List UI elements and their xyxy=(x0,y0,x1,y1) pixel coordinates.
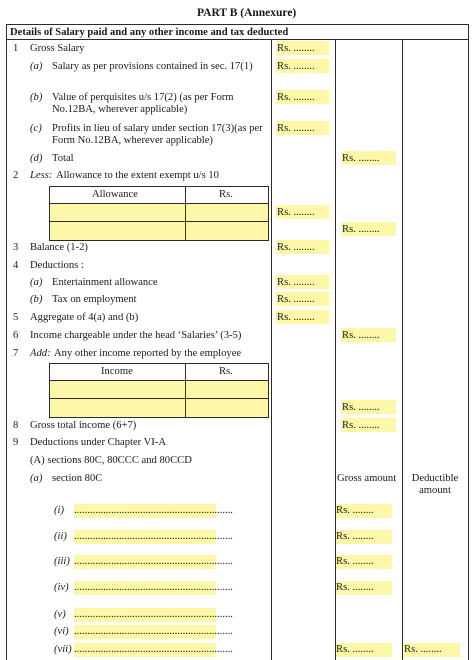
row-4-label: Deductions : xyxy=(30,260,84,271)
row-5-label: Aggregate of 4(a) and (b) xyxy=(30,312,139,323)
table-left-border xyxy=(6,24,7,660)
allowance-table-bottom xyxy=(49,240,269,241)
row-9A-label: (A) sections 80C, 80CCC and 80CCD xyxy=(30,455,192,466)
row-5-number: 5 xyxy=(13,312,19,323)
income-row-2-amount-field[interactable] xyxy=(186,399,268,417)
row-4-number: 4 xyxy=(13,260,19,271)
row-4a-rs: Rs. ........ xyxy=(277,277,315,288)
gross-amount-header: Gross amount xyxy=(337,473,397,484)
row-1a-mark: (a) xyxy=(30,61,43,72)
sub-item-gross-rs: Rs. ........ xyxy=(336,582,374,593)
row-3-rs: Rs. ........ xyxy=(277,242,315,253)
row-6-number: 6 xyxy=(13,330,19,341)
row-7-label: Any other income reported by the employee xyxy=(54,348,242,359)
header-bottom-border xyxy=(6,39,468,40)
section-subtitle: Details of Salary paid and any other income and tax deducted xyxy=(10,27,289,38)
sub-item-gross-rs: Rs. ........ xyxy=(336,531,374,542)
row-1a-rs: Rs. ........ xyxy=(277,61,315,72)
row-4b-rs: Rs. ........ xyxy=(277,294,315,305)
row-1d-rs: Rs. ........ xyxy=(342,153,380,164)
allowance-row-1-amount-field[interactable] xyxy=(186,204,268,221)
row-3-number: 3 xyxy=(13,242,19,253)
income-table-right xyxy=(268,363,269,418)
sub-item-gross-rs: Rs. ........ xyxy=(336,505,374,516)
income-col-header: Income xyxy=(101,366,133,377)
sub-item-dots: ............................................................ xyxy=(74,556,233,567)
row-1a-label: Salary as per provisions contained in sec. 17(1) xyxy=(52,61,253,72)
row-1c-label: Profits in lieu of salary under section 17(3)(as per Form No.12BA, wherever applicable) xyxy=(52,123,263,146)
sub-item-mark: (vii) xyxy=(54,644,72,655)
deductible-amount-header: Deductible amount xyxy=(411,473,459,496)
row-5-rs: Rs. ........ xyxy=(277,312,315,323)
col-divider-1 xyxy=(271,39,272,660)
sub-item-dots: ............................................................ xyxy=(74,644,233,655)
row-4b-mark: (b) xyxy=(30,294,43,305)
sub-item-dots: ............................................................ xyxy=(74,582,233,593)
sub-item-mark: (ii) xyxy=(54,531,67,542)
row-1d-label: Total xyxy=(52,153,74,164)
row-9a-label: section 80C xyxy=(52,473,103,484)
allowance-row-1-name-field[interactable] xyxy=(50,204,185,221)
sub-item-mark: (iv) xyxy=(54,582,69,593)
row-7-rs: Rs. ........ xyxy=(342,402,380,413)
row-1c-mark: (c) xyxy=(30,123,42,134)
row-1b-mark: (b) xyxy=(30,92,43,103)
row-2-rs: Rs. ........ xyxy=(277,207,315,218)
row-6-label: Income chargeable under the head ‘Salaries’ (3-5) xyxy=(30,330,242,341)
row-8-rs: Rs. ........ xyxy=(342,420,380,431)
table-right-border xyxy=(468,24,469,660)
allowance-table-top xyxy=(49,186,269,187)
allowance-row-2-name-field[interactable] xyxy=(50,222,185,240)
income-row-1-name-field[interactable] xyxy=(50,381,185,398)
table-top-border xyxy=(6,24,468,25)
sub-item-dots: ............................................................ xyxy=(74,626,233,637)
row-1b-rs: Rs. ........ xyxy=(277,92,315,103)
income-row-1-amount-field[interactable] xyxy=(186,381,268,398)
col-divider-3 xyxy=(402,39,403,660)
income-table-bottom xyxy=(49,417,269,418)
sub-item-mark: (vi) xyxy=(54,626,69,637)
row-4b-label: Tax on employment xyxy=(52,294,137,305)
row-1-rs: Rs. ........ xyxy=(277,43,315,54)
page-title: PART B (Annexure) xyxy=(197,7,297,19)
row-2-label: Allowance to the extent exempt u/s 10 xyxy=(56,170,219,181)
sub-item-dots: ............................................................ xyxy=(74,505,233,516)
sub-item-gross-rs: Rs. ........ xyxy=(336,644,374,655)
row-7-number: 7 xyxy=(13,348,19,359)
allowance-table-right xyxy=(268,186,269,241)
sub-item-mark: (i) xyxy=(54,505,64,516)
row-2-less: Less: xyxy=(30,170,53,181)
sub-item-mark: (v) xyxy=(54,609,66,620)
sub-item-mark: (iii) xyxy=(54,556,70,567)
row-3-label: Balance (1-2) xyxy=(30,242,88,253)
income-table-top xyxy=(49,363,269,364)
row-8-number: 8 xyxy=(13,420,19,431)
sub-item-gross-rs: Rs. ........ xyxy=(336,556,374,567)
income-rs-col-header: Rs. xyxy=(219,366,233,377)
sub-item-dots: ............................................................ xyxy=(74,531,233,542)
row-6-rs: Rs. ........ xyxy=(342,330,380,341)
row-1d-mark: (d) xyxy=(30,153,43,164)
row-9a-mark: (a) xyxy=(30,473,43,484)
row-1-label: Gross Salary xyxy=(30,43,85,54)
sub-item-deductible-rs: Rs. ........ xyxy=(404,644,442,655)
row-4a-mark: (a) xyxy=(30,277,43,288)
row-1b-label: Value of perquisites u/s 17(2) (as per Form No.12BA, wherever applicable) xyxy=(52,92,234,115)
row-2-number: 2 xyxy=(13,170,19,181)
row-9-label: Deductions under Chapter VI-A xyxy=(30,437,167,448)
row-9-number: 9 xyxy=(13,437,19,448)
row-4a-label: Entertainment allowance xyxy=(52,277,158,288)
income-row-2-name-field[interactable] xyxy=(50,399,185,417)
row-1c-rs: Rs. ........ xyxy=(277,123,315,134)
sub-item-dots: ............................................................ xyxy=(74,609,233,620)
allowance-row-2-amount-field[interactable] xyxy=(186,222,268,240)
row-2-total-rs: Rs. ........ xyxy=(342,224,380,235)
row-7-add: Add: xyxy=(30,348,51,359)
row-8-label: Gross total income (6+7) xyxy=(30,420,137,431)
allowance-col-header: Allowance xyxy=(92,189,138,200)
row-1-number: 1 xyxy=(13,43,19,54)
allowance-rs-col-header: Rs. xyxy=(219,189,233,200)
